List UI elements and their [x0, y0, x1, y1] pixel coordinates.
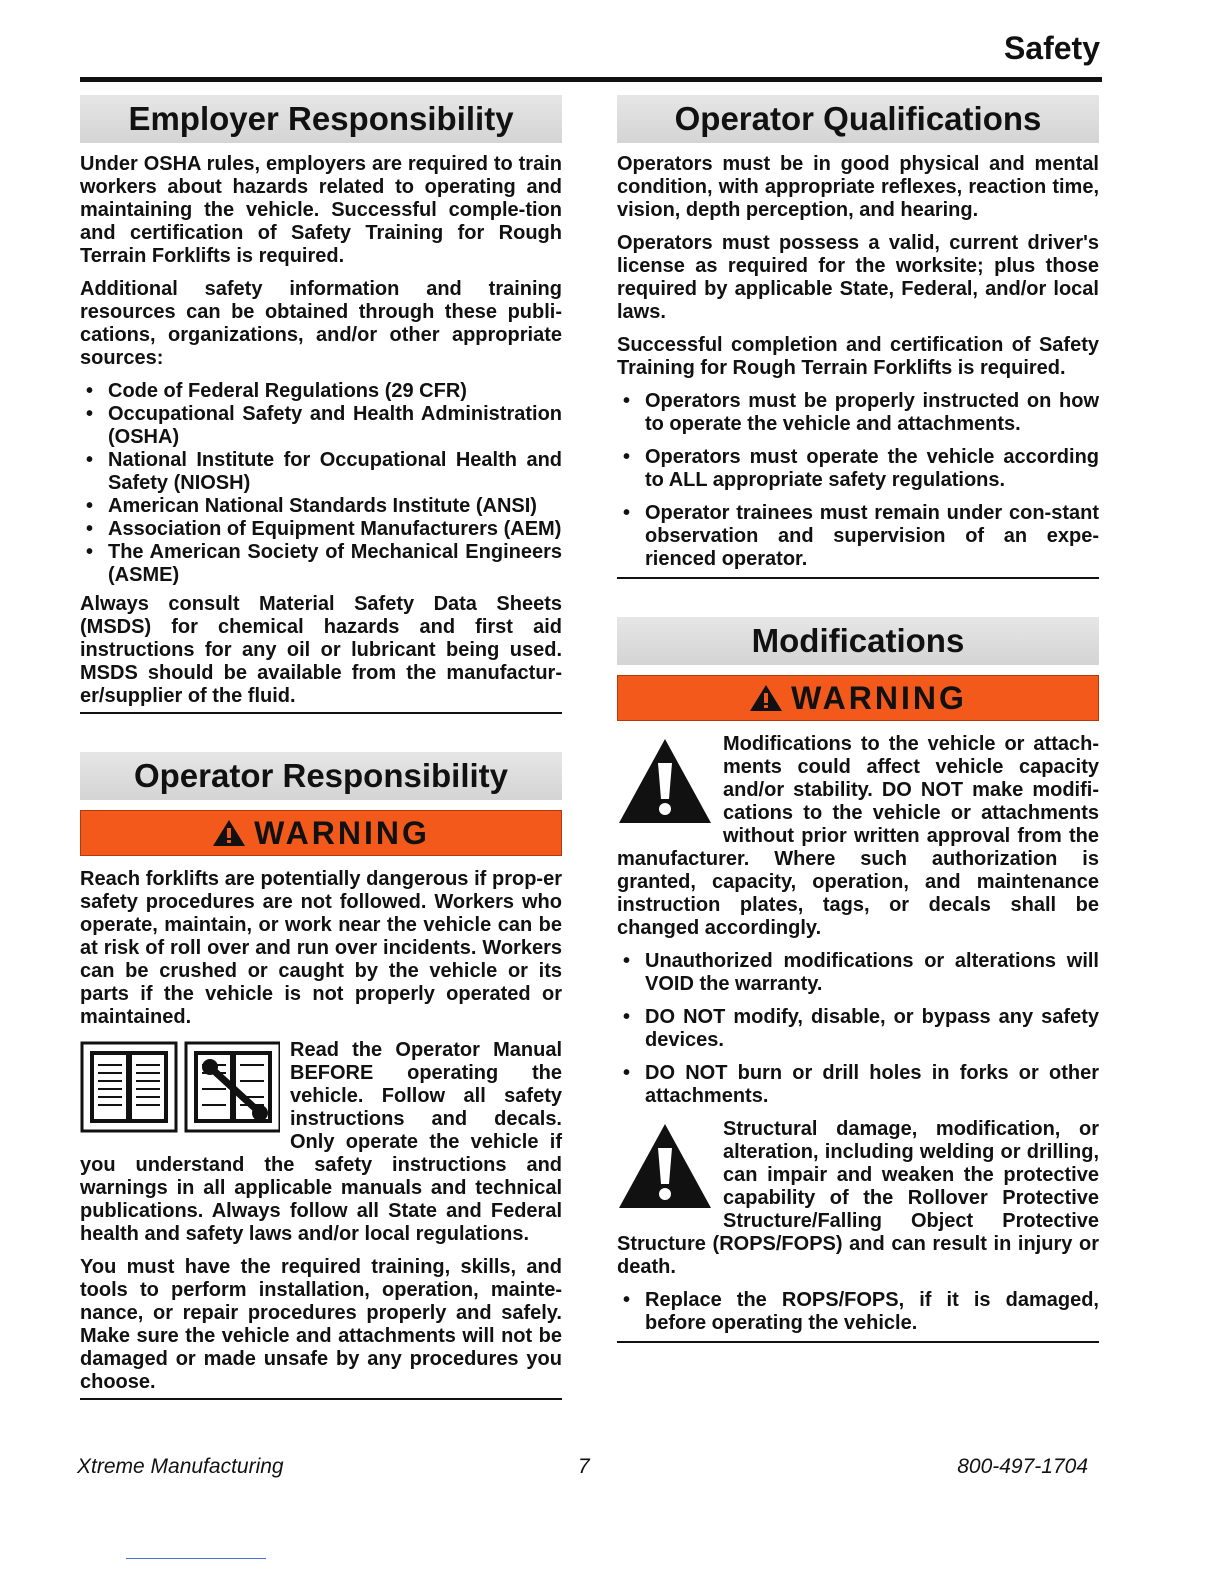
modifications-heading: Modifications	[617, 617, 1099, 665]
operator-resp-para-2: Read the Operator Manual BEFORE operating the vehicle. Follow all safety instructions and decals. Only operate the vehicle if you understand the safety instructions and warnings in all applicable manuals and technical publications. Always follow all State and Federal health and safety laws and/or local regulations.	[80, 1039, 562, 1245]
section-divider	[617, 1341, 1099, 1343]
warning-label: WARNING	[791, 679, 967, 716]
list-item: • National Institute for Occupational Health and Safety (NIOSH)	[80, 449, 562, 495]
warning-banner	[80, 810, 562, 856]
manual-icons	[80, 1041, 280, 1138]
list-item: • Operators must be properly instructed on how to operate the vehicle and attachments.	[617, 390, 1099, 436]
modifications-para-1: Modifications to the vehicle or attach-ments could affect vehicle capacity and/or stability. DO NOT make modifi-cations to the vehicle or attachments without prior written approval from the manufacturer. Where such authorization is granted, capacity, operation, and maintenance instruction plates, tags, or decals shall be changed accordingly.	[617, 733, 1099, 939]
list-item: • Operator trainees must remain under con-stant observation and supervision of an expe-rienced operator.	[617, 502, 1099, 571]
list-item: • American National Standards Institute (ANSI)	[80, 495, 562, 518]
list-item: • Occupational Safety and Health Administration (OSHA)	[80, 403, 562, 449]
alert-triangle-icon	[617, 735, 713, 827]
modifications-list-1	[617, 950, 1099, 1108]
list-item: • DO NOT burn or drill holes in forks or other attachments.	[617, 1062, 1099, 1108]
left-column	[80, 95, 562, 1400]
qualifications-para-1: Operators must be in good physical and mental condition, with appropriate reflexes, reaction time, vision, depth perception, and hearing.	[617, 153, 1099, 221]
list-item: • Code of Federal Regulations (29 CFR)	[80, 380, 562, 403]
list-item: • Unauthorized modifications or alterations will VOID the warranty.	[617, 950, 1099, 996]
right-column	[617, 95, 1099, 1343]
header-rule	[80, 77, 1102, 82]
hazard-figure	[617, 1120, 713, 1217]
employer-para-1: Under OSHA rules, employers are required to train workers about hazards related to operating and maintaining the vehicle. Successful comple-tion and certification of Safety Training for Rough Terrain Forklifts is required.	[80, 153, 562, 267]
qualifications-para-3: Successful completion and certification of Safety Training for Rough Terrain Forklifts is required.	[617, 334, 1099, 379]
alert-triangle-icon	[617, 1120, 713, 1212]
decorative-line	[126, 1558, 266, 1559]
employer-para-2: Additional safety information and training resources can be obtained through these publi-cations, organizations, and/or other appropriate sources:	[80, 278, 562, 369]
warning-label: WARNING	[254, 814, 430, 851]
qualifications-list	[617, 390, 1099, 571]
modifications-para-2: Structural damage, modification, or alteration, including welding or drilling, can impair and weaken the protective capability of the Rollover Protective Structure/Falling Object Protective Structure (ROPS/FOPS) and can result in injury or death.	[617, 1118, 1099, 1278]
operator-resp-para-1: Reach forklifts are potentially dangerous if prop-er safety procedures are not followed. Workers who operate, maintain, or work near the vehicle can be at risk of roll over and run over incidents. Workers can be crushed or caught by the vehicle or its parts if the vehicle is not properly operated or maintained.	[80, 868, 562, 1028]
list-item: • Replace the ROPS/FOPS, if it is damaged, before operating the vehicle.	[617, 1289, 1099, 1335]
warning-banner	[617, 675, 1099, 721]
warning-triangle-icon	[212, 819, 246, 847]
qualifications-para-2: Operators must possess a valid, current driver's license as required for the worksite; plus those required by applicable State, Federal, and/or local laws.	[617, 232, 1099, 323]
employer-sources-list	[80, 380, 562, 587]
list-item: • The American Society of Mechanical Engineers (ASME)	[80, 541, 562, 587]
employer-para-3: Always consult Material Safety Data Sheets (MSDS) for chemical hazards and first aid instructions for any oil or lubricant being used. MSDS should be available from the manufactur-er/supplier of the fluid.	[80, 593, 562, 707]
footer-company: Xtreme Manufacturing	[77, 1455, 284, 1478]
employer-responsibility-heading: Employer Responsibility	[80, 95, 562, 143]
warning-triangle-icon	[749, 684, 783, 712]
list-item: • Association of Equipment Manufacturers (AEM)	[80, 518, 562, 541]
read-manual-icon	[80, 1041, 280, 1133]
operator-qualifications-heading: Operator Qualifications	[617, 95, 1099, 143]
page-header-title: Safety	[1003, 30, 1100, 66]
list-item: • Operators must operate the vehicle according to ALL appropriate safety regulations.	[617, 446, 1099, 492]
modifications-list-2	[617, 1289, 1099, 1335]
operator-resp-para-3: You must have the required training, skills, and tools to perform installation, operation, mainte-nance, or repair procedures properly and safely. Make sure the vehicle and attachments will not be damaged or made unsafe by any procedures you choose.	[80, 1256, 562, 1393]
list-item: • DO NOT modify, disable, or bypass any safety devices.	[617, 1006, 1099, 1052]
operator-responsibility-heading: Operator Responsibility	[80, 752, 562, 800]
footer-page-number: 7	[578, 1455, 590, 1478]
hazard-figure	[617, 735, 713, 832]
section-divider	[80, 1398, 562, 1400]
footer-phone: 800-497-1704	[957, 1455, 1088, 1478]
